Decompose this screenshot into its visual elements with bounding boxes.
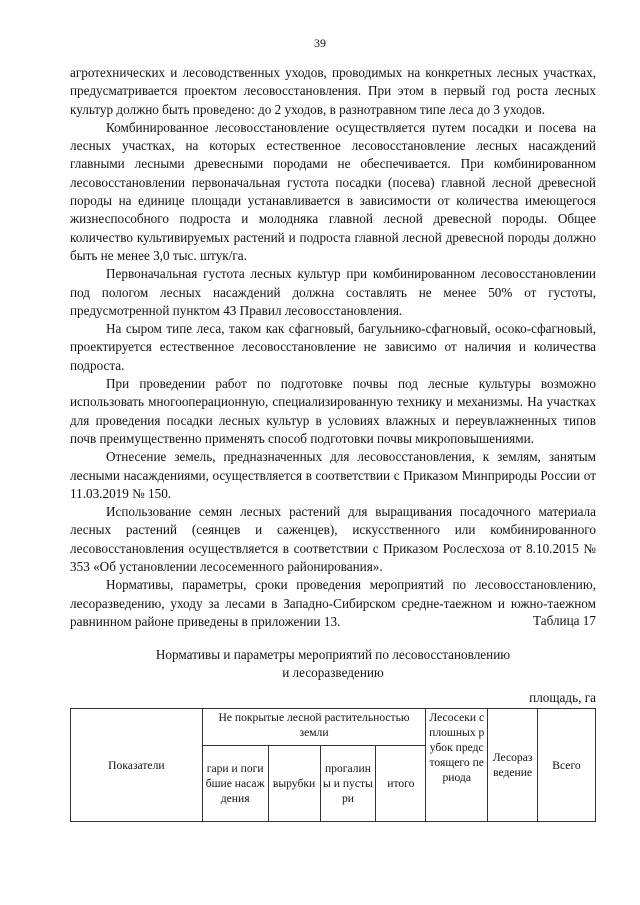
header-clearings: вырубки [268,746,320,822]
page-number: 39 [314,36,326,50]
header-total: Всего [538,709,596,822]
header-burned: гари и погибшие насаждения [202,746,268,822]
table-title-line: и лесоразведению [282,665,384,680]
paragraph: При проведении работ по подготовке почвы под лесные культуры возможно использовать многооперационную, специализированную технику и механизмы. На участках для проведения посадки лесных культур в условиях влажных и переувлажненных типов почв преимущественно применять способ подготовки почвы микроповышениями. [70,376,596,446]
table-title [70,646,596,682]
header-indicators: Показатели [71,709,203,822]
paragraph: агротехнических и лесоводственных уходов, проводимых на конкретных лесных участках, предусматривается проектом лесовосстановления. При этом в первый год роста лесных культур должно быть проведено: до 2 уходов, в разнотравном типе леса до 3 уходов. [70,65,596,117]
header-subtotal: итого [376,746,426,822]
header-not-covered: Не покрытые лесной растительностью земли [202,709,426,746]
header-afforestation: Лесоразведение [488,709,538,822]
table-number-label: Таблица 17 [533,613,596,628]
paragraph: Отнесение земель, предназначенных для лесовосстановления, к землям, занятым лесными насаждениями, осуществляется в соответствии с Приказом Минприроды России от 11.03.2019 № 150. [70,449,596,501]
body-text [70,64,596,631]
paragraph: Первоначальная густота лесных культур при комбинированном лесовосстановлении под пологом лесных насаждений должна составлять не менее 50% от густоты, предусмотренной пунктом 43 Правил лесовосстановления. [70,266,596,318]
table-units: площадь, га [529,690,596,705]
table-title-line: Нормативы и параметры мероприятий по лесовосстановлению [155,647,511,662]
header-clearcut: Лесосеки сплошных рубок предстоящего периода [426,709,488,822]
norms-table [70,708,596,822]
paragraph: Нормативы, параметры, сроки проведения мероприятий по лесовосстановлению, лесоразведению, уходу за лесами в Западно-Сибирском средне-таежном и южно-таежном равнинном районе приведены в приложении 13. [70,577,596,629]
paragraph: На сыром типе леса, таком как сфагновый, багульнико-сфагновый, осоко-сфагновый, проектируется естественное лесовосстановление не зависимо от наличия и количества подроста. [70,321,596,373]
header-glades: прогалины и пустыри [320,746,376,822]
paragraph: Использование семян лесных растений для выращивания посадочного материала лесных растений (сеянцев и саженцев), искусственного или комбинированного лесовосстановления осуществляется в соответствии с Приказом Рослесхоза от 8.10.2015 № 353 «Об установлении лесосеменного районирования». [70,504,596,575]
paragraph: Комбинированное лесовосстановление осуществляется путем посадки и посева на лесных участках, на которых естественное лесовосстановление лесных насаждений главными лесными древесными породами не обеспечивается. При комбинированном лесовосстановлении первоначальная густота посадки (посева) главной лесной древесной породы на единице площади устанавливается в зависимости от количества имеющегося жизнеспособного подроста и молодняка главной лесной древесной породы. Общее количество культивируемых растений и подроста главной лесной древесной породы должно быть не менее 3,0 тыс. штук/га. [70,119,596,263]
table-header-row [71,709,596,746]
